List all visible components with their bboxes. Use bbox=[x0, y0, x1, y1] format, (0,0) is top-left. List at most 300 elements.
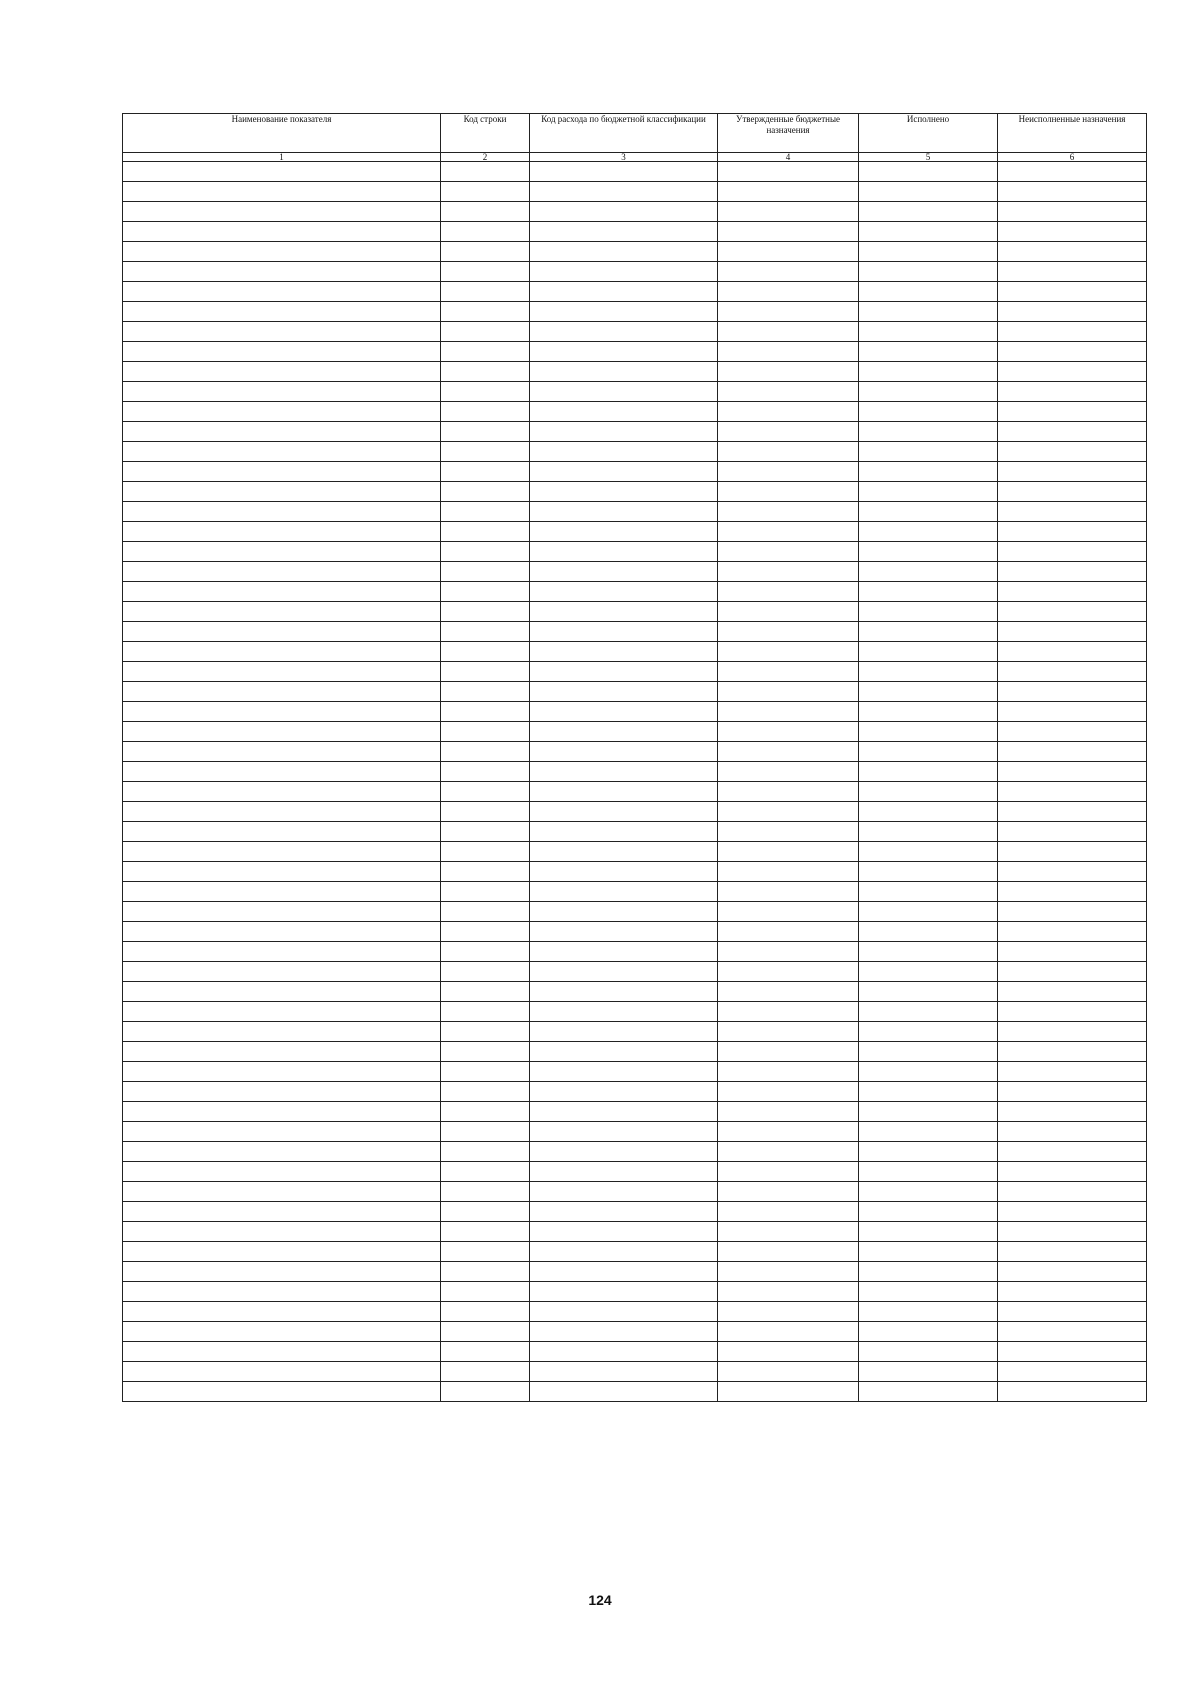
table-cell bbox=[718, 942, 859, 962]
table-cell bbox=[718, 1002, 859, 1022]
header-approved: Утвержденные бюджетные назначения bbox=[718, 114, 859, 153]
table-cell bbox=[859, 662, 998, 682]
table-cell bbox=[998, 702, 1147, 722]
table-cell bbox=[530, 1322, 718, 1342]
table-cell bbox=[123, 342, 441, 362]
table-cell bbox=[718, 1362, 859, 1382]
table-cell bbox=[530, 1062, 718, 1082]
table-row bbox=[123, 1362, 1147, 1382]
table-cell bbox=[123, 562, 441, 582]
table-cell bbox=[998, 342, 1147, 362]
table-cell bbox=[859, 162, 998, 182]
table-cell bbox=[998, 262, 1147, 282]
table-row bbox=[123, 1282, 1147, 1302]
table-cell bbox=[530, 502, 718, 522]
table-cell bbox=[859, 842, 998, 862]
table-cell bbox=[123, 182, 441, 202]
table-row bbox=[123, 822, 1147, 842]
table-cell bbox=[123, 742, 441, 762]
table-row bbox=[123, 962, 1147, 982]
table-cell bbox=[998, 1122, 1147, 1142]
table-cell bbox=[530, 762, 718, 782]
table-cell bbox=[530, 1282, 718, 1302]
table-row bbox=[123, 802, 1147, 822]
table-cell bbox=[441, 362, 530, 382]
table-cell bbox=[859, 1182, 998, 1202]
table-cell bbox=[998, 1362, 1147, 1382]
table-cell bbox=[998, 462, 1147, 482]
table-cell bbox=[123, 1322, 441, 1342]
table-cell bbox=[441, 1222, 530, 1242]
table-cell bbox=[859, 862, 998, 882]
table-cell bbox=[859, 602, 998, 622]
table-cell bbox=[441, 222, 530, 242]
table-cell bbox=[859, 922, 998, 942]
table-row bbox=[123, 642, 1147, 662]
table-cell bbox=[123, 842, 441, 862]
table-row bbox=[123, 922, 1147, 942]
table-cell bbox=[998, 1162, 1147, 1182]
table-cell bbox=[530, 1142, 718, 1162]
table-cell bbox=[998, 822, 1147, 842]
table-cell bbox=[718, 542, 859, 562]
table-cell bbox=[123, 582, 441, 602]
table-cell bbox=[530, 522, 718, 542]
table-cell bbox=[718, 382, 859, 402]
table-cell bbox=[718, 1142, 859, 1162]
table-cell bbox=[123, 1342, 441, 1362]
table-cell bbox=[998, 1022, 1147, 1042]
table-cell bbox=[998, 902, 1147, 922]
table-cell bbox=[718, 242, 859, 262]
table-cell bbox=[123, 662, 441, 682]
table-row bbox=[123, 842, 1147, 862]
table-cell bbox=[718, 1182, 859, 1202]
table-cell bbox=[718, 422, 859, 442]
table-cell bbox=[718, 162, 859, 182]
table-cell bbox=[859, 742, 998, 762]
table-cell bbox=[718, 502, 859, 522]
table-cell bbox=[123, 682, 441, 702]
table-row bbox=[123, 1002, 1147, 1022]
table-cell bbox=[123, 1002, 441, 1022]
table-cell bbox=[530, 942, 718, 962]
table-row bbox=[123, 1242, 1147, 1262]
table-cell bbox=[998, 382, 1147, 402]
table-cell bbox=[441, 1282, 530, 1302]
table-row bbox=[123, 162, 1147, 182]
table-cell bbox=[859, 302, 998, 322]
table-cell bbox=[718, 562, 859, 582]
table-row bbox=[123, 662, 1147, 682]
table-cell bbox=[123, 882, 441, 902]
table-cell bbox=[998, 742, 1147, 762]
table-cell bbox=[123, 1042, 441, 1062]
table-cell bbox=[530, 722, 718, 742]
table-cell bbox=[530, 862, 718, 882]
table-cell bbox=[441, 1382, 530, 1402]
table-cell bbox=[718, 202, 859, 222]
table-cell bbox=[441, 402, 530, 422]
table-cell bbox=[123, 762, 441, 782]
table-cell bbox=[718, 262, 859, 282]
table-cell bbox=[718, 762, 859, 782]
table-cell bbox=[123, 382, 441, 402]
table-cell bbox=[123, 602, 441, 622]
table-cell bbox=[718, 522, 859, 542]
table-cell bbox=[859, 222, 998, 242]
table-row bbox=[123, 702, 1147, 722]
table-cell bbox=[441, 962, 530, 982]
table-cell bbox=[998, 602, 1147, 622]
table-cell bbox=[859, 402, 998, 422]
table-cell bbox=[998, 1182, 1147, 1202]
table-cell bbox=[123, 422, 441, 442]
table-cell bbox=[123, 1102, 441, 1122]
table-row bbox=[123, 1222, 1147, 1242]
table-cell bbox=[718, 1342, 859, 1362]
table-cell bbox=[998, 202, 1147, 222]
table-row bbox=[123, 862, 1147, 882]
column-number: 6 bbox=[998, 153, 1147, 162]
table-cell bbox=[859, 442, 998, 462]
table-cell bbox=[859, 1242, 998, 1262]
table-cell bbox=[859, 682, 998, 702]
table-cell bbox=[859, 1362, 998, 1382]
table-row bbox=[123, 202, 1147, 222]
table-row bbox=[123, 782, 1147, 802]
table-cell bbox=[441, 202, 530, 222]
table-cell bbox=[123, 1382, 441, 1402]
table-cell bbox=[123, 962, 441, 982]
table-cell bbox=[441, 702, 530, 722]
table-cell bbox=[123, 862, 441, 882]
table-cell bbox=[718, 622, 859, 642]
table-cell bbox=[530, 282, 718, 302]
table-cell bbox=[859, 902, 998, 922]
table-cell bbox=[718, 182, 859, 202]
table-cell bbox=[718, 982, 859, 1002]
table-cell bbox=[718, 1122, 859, 1142]
table-cell bbox=[859, 202, 998, 222]
table-cell bbox=[859, 1262, 998, 1282]
table-cell bbox=[530, 642, 718, 662]
table-cell bbox=[718, 1022, 859, 1042]
table-row bbox=[123, 362, 1147, 382]
table-cell bbox=[123, 642, 441, 662]
table-row bbox=[123, 762, 1147, 782]
table-cell bbox=[859, 1162, 998, 1182]
table-cell bbox=[441, 182, 530, 202]
header-unexecuted: Неисполненные назначения bbox=[998, 114, 1147, 153]
table-cell bbox=[859, 1022, 998, 1042]
table-cell bbox=[441, 1302, 530, 1322]
table-cell bbox=[123, 802, 441, 822]
table-cell bbox=[441, 742, 530, 762]
table-cell bbox=[859, 642, 998, 662]
table-cell bbox=[530, 1382, 718, 1402]
table-cell bbox=[441, 1262, 530, 1282]
table-cell bbox=[123, 442, 441, 462]
table-cell bbox=[859, 1322, 998, 1342]
table-cell bbox=[718, 1062, 859, 1082]
table-cell bbox=[123, 322, 441, 342]
table-cell bbox=[718, 1242, 859, 1262]
table-cell bbox=[859, 582, 998, 602]
table-cell bbox=[998, 222, 1147, 242]
table-cell bbox=[530, 1162, 718, 1182]
table-cell bbox=[859, 822, 998, 842]
table-cell bbox=[441, 322, 530, 342]
table-cell bbox=[441, 1122, 530, 1142]
table-cell bbox=[718, 702, 859, 722]
table-cell bbox=[859, 1302, 998, 1322]
table-cell bbox=[998, 982, 1147, 1002]
table-cell bbox=[718, 822, 859, 842]
table-cell bbox=[441, 662, 530, 682]
table-cell bbox=[998, 182, 1147, 202]
table-cell bbox=[123, 982, 441, 1002]
table-row bbox=[123, 1262, 1147, 1282]
table-row bbox=[123, 382, 1147, 402]
table-cell bbox=[859, 1122, 998, 1142]
column-number: 5 bbox=[859, 153, 998, 162]
table-cell bbox=[718, 742, 859, 762]
table-cell bbox=[859, 282, 998, 302]
table-cell bbox=[530, 342, 718, 362]
table-cell bbox=[859, 1102, 998, 1122]
table-cell bbox=[718, 1282, 859, 1302]
table-cell bbox=[718, 722, 859, 742]
table-cell bbox=[123, 482, 441, 502]
table-cell bbox=[859, 1062, 998, 1082]
table-cell bbox=[859, 422, 998, 442]
table-cell bbox=[441, 1022, 530, 1042]
table-row bbox=[123, 1022, 1147, 1042]
table-row bbox=[123, 1342, 1147, 1362]
table-cell bbox=[530, 682, 718, 702]
column-number: 2 bbox=[441, 153, 530, 162]
table-row bbox=[123, 302, 1147, 322]
table-cell bbox=[718, 782, 859, 802]
table-row bbox=[123, 262, 1147, 282]
table-row bbox=[123, 322, 1147, 342]
table-cell bbox=[998, 542, 1147, 562]
table-cell bbox=[859, 882, 998, 902]
table-cell bbox=[530, 1202, 718, 1222]
table-cell bbox=[530, 382, 718, 402]
table-cell bbox=[441, 1202, 530, 1222]
table-cell bbox=[998, 642, 1147, 662]
table-cell bbox=[441, 782, 530, 802]
table-cell bbox=[859, 1042, 998, 1062]
table-cell bbox=[530, 742, 718, 762]
table-cell bbox=[123, 722, 441, 742]
table-cell bbox=[123, 622, 441, 642]
table-cell bbox=[441, 542, 530, 562]
table-cell bbox=[998, 302, 1147, 322]
table-cell bbox=[859, 242, 998, 262]
table-cell bbox=[859, 702, 998, 722]
table-cell bbox=[123, 502, 441, 522]
table-body bbox=[123, 162, 1147, 1402]
table-cell bbox=[530, 1342, 718, 1362]
table-cell bbox=[718, 1262, 859, 1282]
table-cell bbox=[530, 1002, 718, 1022]
table-cell bbox=[441, 342, 530, 362]
table-cell bbox=[998, 162, 1147, 182]
table-row bbox=[123, 482, 1147, 502]
table-cell bbox=[441, 522, 530, 542]
table-cell bbox=[718, 1042, 859, 1062]
table-row bbox=[123, 242, 1147, 262]
table-cell bbox=[123, 782, 441, 802]
table-cell bbox=[998, 1262, 1147, 1282]
table-cell bbox=[998, 282, 1147, 302]
table-cell bbox=[123, 1082, 441, 1102]
table-cell bbox=[530, 482, 718, 502]
table-cell bbox=[530, 1302, 718, 1322]
table-cell bbox=[859, 522, 998, 542]
table-cell bbox=[441, 1322, 530, 1342]
table-cell bbox=[530, 542, 718, 562]
table-cell bbox=[859, 982, 998, 1002]
table-cell bbox=[859, 562, 998, 582]
table-row bbox=[123, 882, 1147, 902]
table-cell bbox=[530, 782, 718, 802]
table-cell bbox=[998, 402, 1147, 422]
table-cell bbox=[998, 1202, 1147, 1222]
table-cell bbox=[441, 1002, 530, 1022]
column-number: 3 bbox=[530, 153, 718, 162]
table-cell bbox=[441, 1342, 530, 1362]
table-cell bbox=[998, 722, 1147, 742]
table-cell bbox=[123, 542, 441, 562]
table-cell bbox=[123, 942, 441, 962]
table-cell bbox=[718, 642, 859, 662]
table-cell bbox=[530, 662, 718, 682]
table-cell bbox=[441, 1142, 530, 1162]
table-cell bbox=[998, 1002, 1147, 1022]
table-cell bbox=[530, 582, 718, 602]
table-cell bbox=[441, 842, 530, 862]
table-cell bbox=[441, 1042, 530, 1062]
table-row bbox=[123, 1082, 1147, 1102]
table-cell bbox=[998, 1382, 1147, 1402]
table-cell bbox=[859, 782, 998, 802]
table-cell bbox=[441, 882, 530, 902]
table-cell bbox=[859, 322, 998, 342]
table-cell bbox=[123, 222, 441, 242]
table-cell bbox=[998, 1082, 1147, 1102]
table-cell bbox=[718, 842, 859, 862]
table-cell bbox=[441, 802, 530, 822]
table-cell bbox=[123, 922, 441, 942]
table-cell bbox=[530, 322, 718, 342]
header-budget-code: Код расхода по бюджетной классификации bbox=[530, 114, 718, 153]
table-row bbox=[123, 982, 1147, 1002]
column-number-row bbox=[123, 153, 1147, 162]
table-cell bbox=[859, 182, 998, 202]
table-cell bbox=[441, 422, 530, 442]
table-cell bbox=[530, 802, 718, 822]
table-cell bbox=[123, 242, 441, 262]
table-cell bbox=[441, 902, 530, 922]
table-cell bbox=[530, 462, 718, 482]
table-cell bbox=[530, 402, 718, 422]
table-row bbox=[123, 402, 1147, 422]
table-cell bbox=[123, 1242, 441, 1262]
table-cell bbox=[998, 322, 1147, 342]
table-cell bbox=[998, 522, 1147, 542]
table-cell bbox=[530, 842, 718, 862]
table-cell bbox=[123, 1282, 441, 1302]
table-cell bbox=[859, 1382, 998, 1402]
table-row bbox=[123, 602, 1147, 622]
table-cell bbox=[718, 1202, 859, 1222]
table-cell bbox=[718, 1322, 859, 1342]
table-cell bbox=[123, 1062, 441, 1082]
table-row bbox=[123, 1162, 1147, 1182]
table-cell bbox=[998, 782, 1147, 802]
table-cell bbox=[718, 662, 859, 682]
table-cell bbox=[998, 842, 1147, 862]
table-cell bbox=[718, 282, 859, 302]
table-cell bbox=[123, 822, 441, 842]
table-cell bbox=[530, 162, 718, 182]
table-cell bbox=[530, 302, 718, 322]
table-cell bbox=[441, 242, 530, 262]
table-row bbox=[123, 902, 1147, 922]
table-cell bbox=[718, 802, 859, 822]
table-cell bbox=[441, 562, 530, 582]
table-row bbox=[123, 1102, 1147, 1122]
table-cell bbox=[441, 1242, 530, 1262]
column-number: 1 bbox=[123, 153, 441, 162]
table-cell bbox=[530, 622, 718, 642]
table-cell bbox=[441, 622, 530, 642]
table-cell bbox=[530, 882, 718, 902]
table-cell bbox=[441, 1182, 530, 1202]
table-cell bbox=[530, 562, 718, 582]
table-cell bbox=[441, 462, 530, 482]
table-cell bbox=[123, 462, 441, 482]
budget-table bbox=[122, 113, 1147, 1402]
table-cell bbox=[998, 662, 1147, 682]
table-row bbox=[123, 1122, 1147, 1142]
table-cell bbox=[718, 1082, 859, 1102]
table-cell bbox=[441, 822, 530, 842]
table-cell bbox=[998, 942, 1147, 962]
table-cell bbox=[123, 1022, 441, 1042]
table-row bbox=[123, 1382, 1147, 1402]
table-cell bbox=[441, 642, 530, 662]
table-cell bbox=[859, 262, 998, 282]
table-cell bbox=[441, 1082, 530, 1102]
table-cell bbox=[718, 342, 859, 362]
header-row-code: Код строки bbox=[441, 114, 530, 153]
table-cell bbox=[441, 382, 530, 402]
table-cell bbox=[718, 302, 859, 322]
table-cell bbox=[441, 162, 530, 182]
table-cell bbox=[718, 882, 859, 902]
table-cell bbox=[859, 802, 998, 822]
table-cell bbox=[998, 1142, 1147, 1162]
table-cell bbox=[530, 962, 718, 982]
table-cell bbox=[859, 1142, 998, 1162]
column-number: 4 bbox=[718, 153, 859, 162]
table-cell bbox=[530, 1042, 718, 1062]
